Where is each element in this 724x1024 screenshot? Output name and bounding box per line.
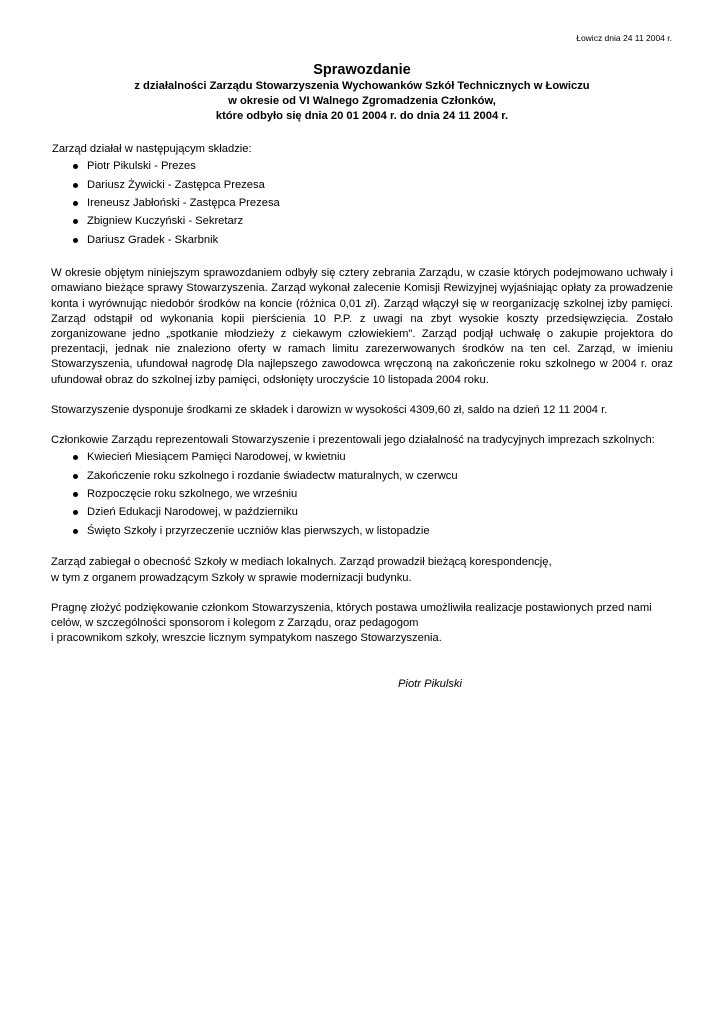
date-line: Łowicz dnia 24 11 2004 r. — [576, 33, 672, 43]
events-list — [51, 448, 673, 540]
board-member-item: Ireneusz Jabłoński - Zastępca Prezesa — [73, 194, 673, 212]
event-item: Zakończenie roku szkolnego i rozdanie świadectw maturalnych, w czerwcu — [73, 467, 673, 485]
report-subtitle-line: z działalności Zarządu Stowarzyszenia Wychowanków Szkół Technicznych w Łowiczu — [134, 80, 590, 92]
board-members-list — [51, 157, 673, 249]
media-paragraph — [51, 555, 673, 585]
activities-paragraph: W okresie objętym niniejszym sprawozdaniem odbyły się cztery zebrania Zarządu, w czasie których podejmowano uchwały i omawiano bieżące sprawy Stowarzyszenia. Zarząd wykonał zalecenie Komisji Rewizyjnej wyjaśniając opłaty za prowadzenie konta i wyrównując niedobór środków na koncie (różnica 0,01 zł). Zarząd włączył się w reorganizację szkolnej izby pamięci. Zarząd odstąpił od wykonania kopii pierścienia 10 P.P. z uwagi na zbyt wysokie koszty przedsięwzięcia. Zostało zorganizowane jedno „spotkanie młodzieży z ciekawym człowiekiem". Zarząd podjął uchwałę o zakupie projektora do prezentacji, jednak nie znaleziono oferty w ramach limitu zarezerwowanych środków na ten cel. Zarząd, w imieniu Stowarzyszenia, ufundował nagrodę Dla najlepszego zawodowca wręczoną na zakończenie roku szkolnego w 2004 r. oraz ufundował obraz do szkolnej izby pamięci, odsłonięty uroczyście 10 listopada 2004 roku. — [51, 267, 673, 386]
board-member-item: Zbigniew Kuczyński - Sekretarz — [73, 212, 673, 230]
board-member-item: Dariusz Gradek - Skarbnik — [73, 231, 673, 249]
event-item: Kwiecień Miesiącem Pamięci Narodowej, w kwietniu — [73, 448, 673, 466]
media-line: w tym z organem prowadzącym Szkoły w sprawie modernizacji budynku. — [51, 571, 412, 584]
board-member-item: Dariusz Żywicki - Zastępca Prezesa — [73, 176, 673, 194]
representation-paragraph: Członkowie Zarządu reprezentowali Stowarzyszenie i prezentowali jego działalność na tradycyjnych imprezach szkolnych: — [51, 434, 655, 447]
signature: Piotr Pikulski — [398, 678, 463, 691]
thanks-line: Pragnę złożyć podziękowanie członkom Stowarzyszenia, których postawa umożliwiła realizacje postawionych przed nami celów, w szczególności sponsorom i kolegom z Zarządu, oraz pedagogom — [51, 601, 652, 629]
report-subtitle-line: które odbyło się dnia 20 01 2004 r. do dnia 24 11 2004 r. — [215, 110, 509, 122]
event-item: Święto Szkoły i przyrzeczenie uczniów klas pierwszych, w listopadzie — [73, 522, 673, 540]
report-subtitle-line: w okresie od VI Walnego Zgromadzenia Członków, — [228, 95, 496, 107]
board-member-item: Piotr Pikulski - Prezes — [73, 157, 673, 175]
media-line: Zarząd zabiegał o obecność Szkoły w mediach lokalnych. Zarząd prowadził bieżącą korespondencję, — [51, 556, 552, 569]
report-header — [0, 61, 724, 124]
board-intro: Zarząd działał w następującym składzie: — [52, 143, 252, 155]
event-item: Rozpoczęcie roku szkolnego, we wrześniu — [73, 485, 673, 503]
event-item: Dzień Edukacji Narodowej, w październiku — [73, 503, 673, 521]
report-body — [51, 142, 673, 693]
funds-paragraph: Stowarzyszenie dysponuje środkami ze składek i darowizn w wysokości 4309,60 zł, saldo na dzień 12 11 2004 r. — [51, 403, 608, 416]
thanks-paragraph — [51, 601, 673, 647]
thanks-line: i pracownikom szkoły, wreszcie licznym sympatykom naszego Stowarzyszenia. — [51, 632, 442, 645]
report-title: Sprawozdanie — [313, 62, 411, 78]
